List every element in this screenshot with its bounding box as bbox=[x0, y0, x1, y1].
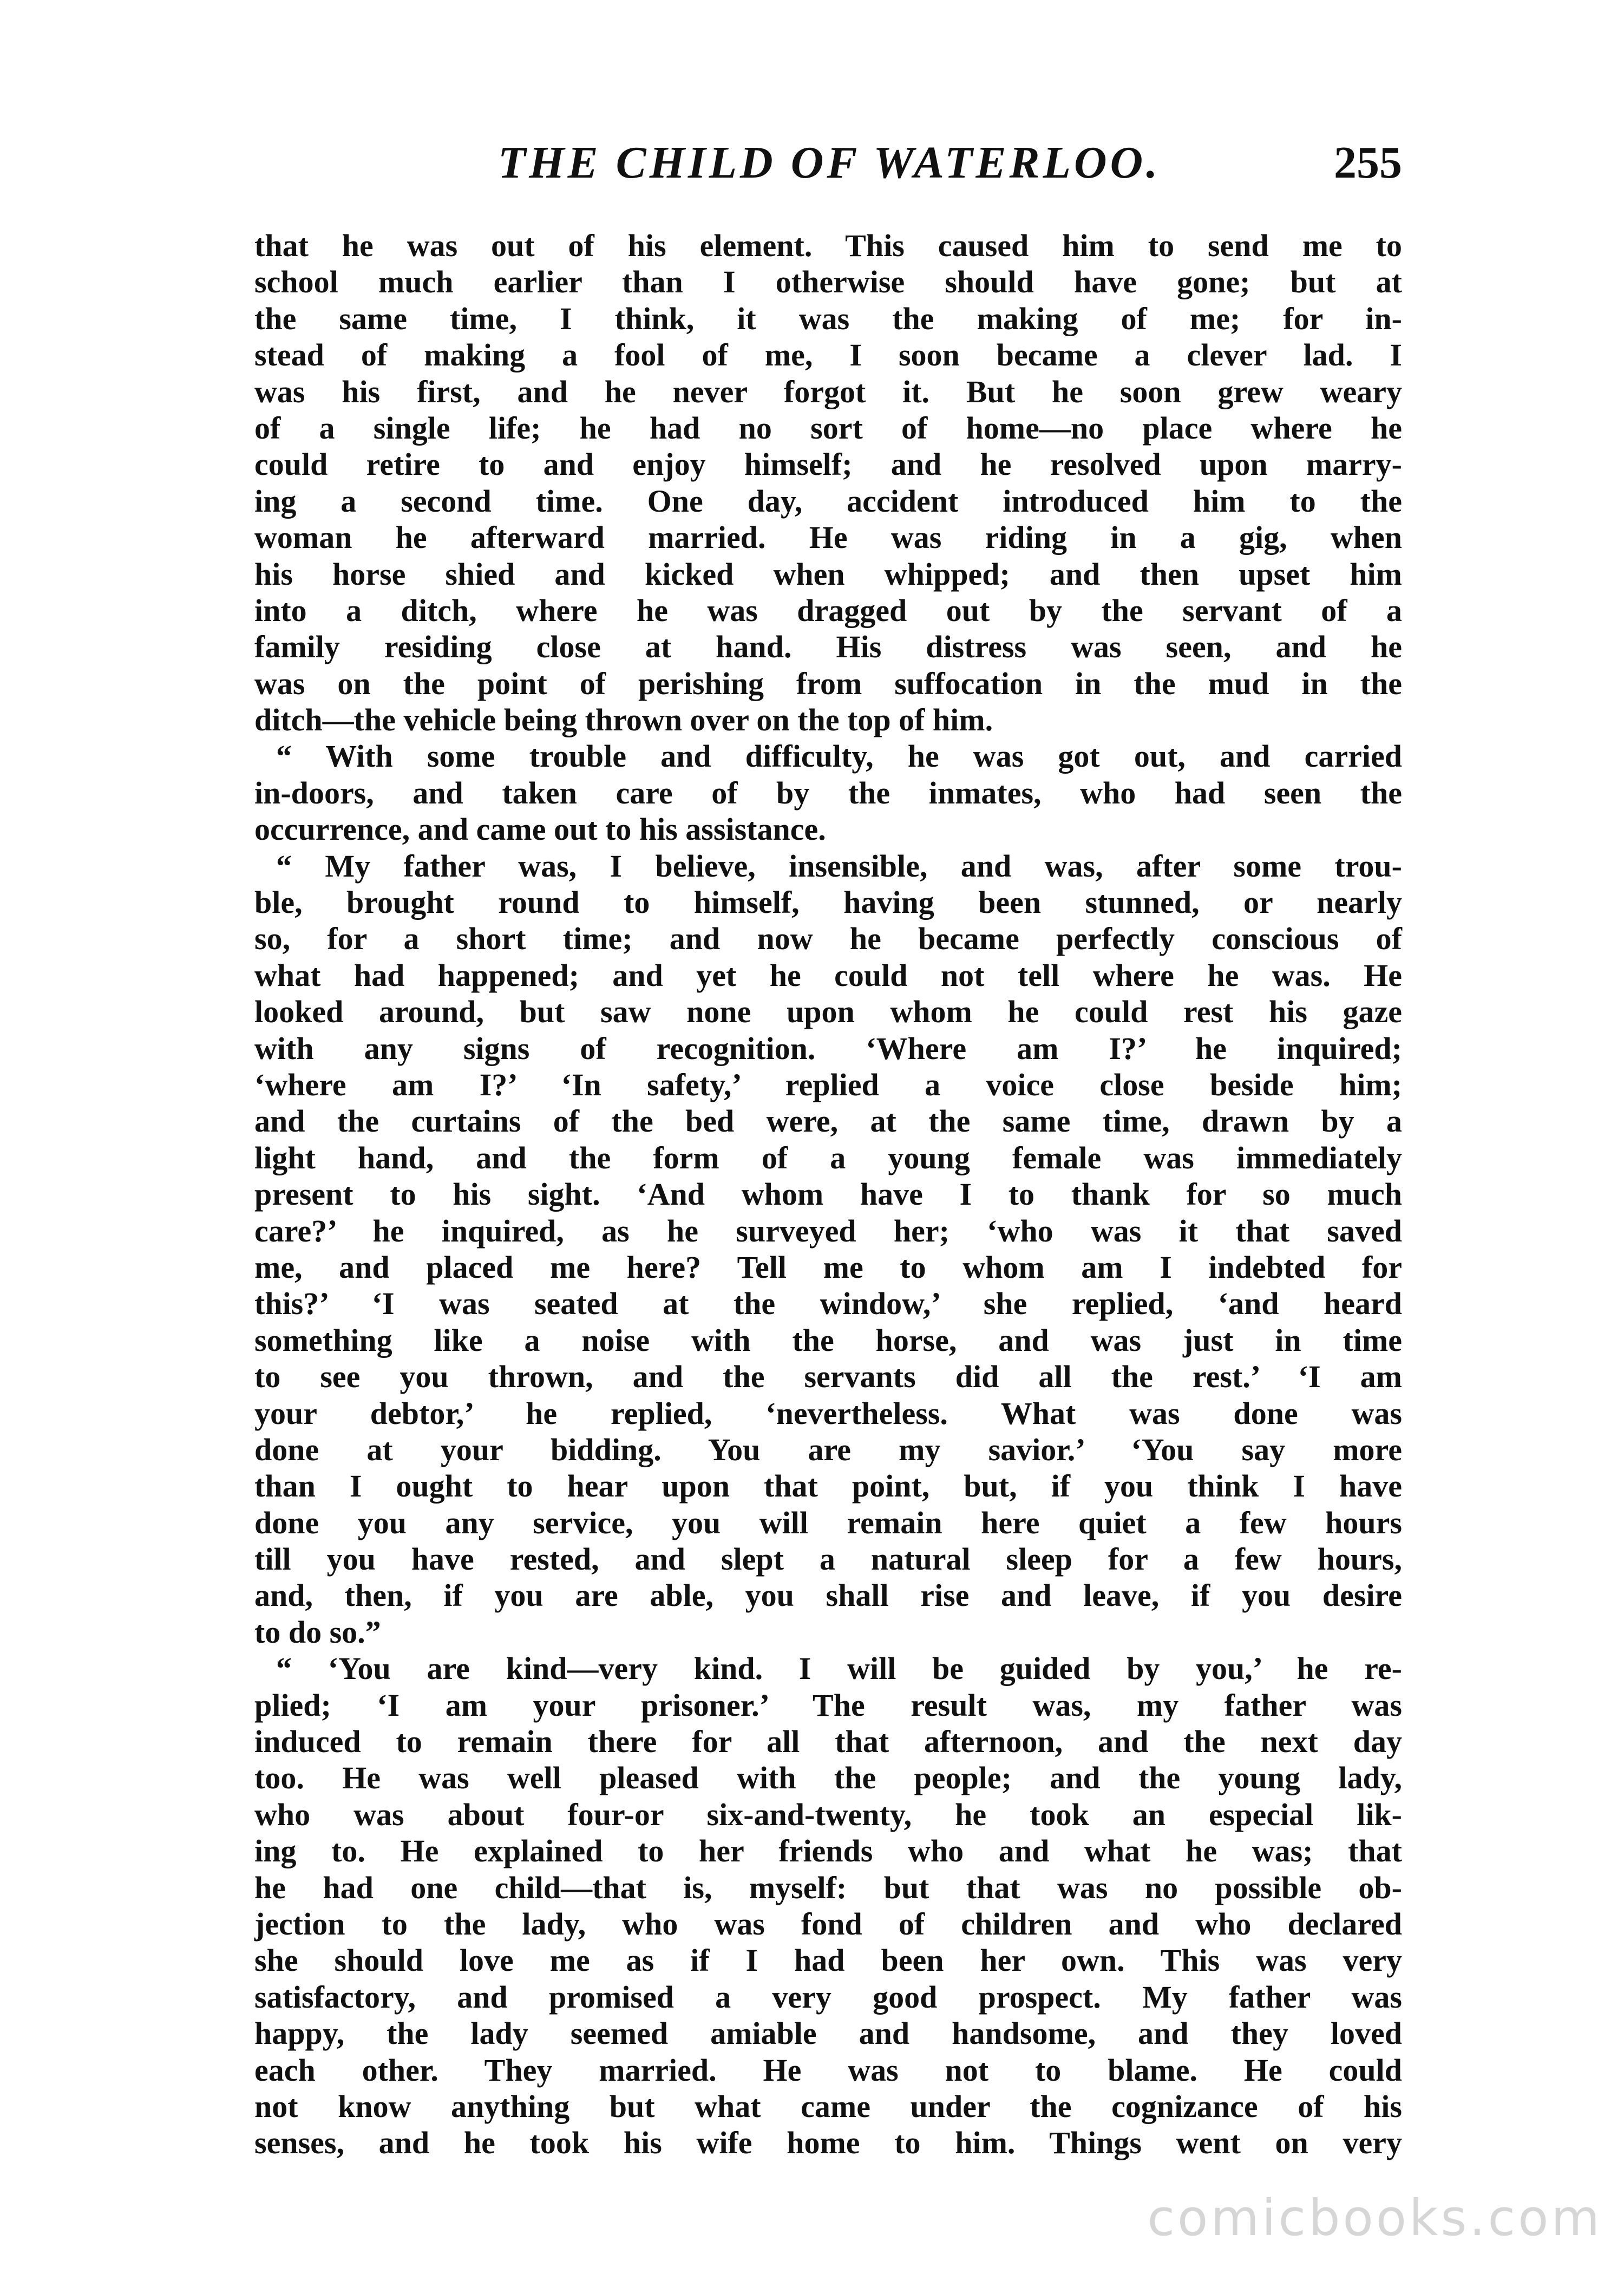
text-line: ditch—the vehicle being thrown over on the top of him. bbox=[254, 702, 993, 738]
text-line: this?’ ‘I was seated at the window,’ she replied, ‘and heard bbox=[254, 1286, 1402, 1322]
text-line: present to his sight. ‘And whom have I to thank for so much bbox=[254, 1177, 1402, 1212]
page-header bbox=[254, 126, 1402, 201]
text-line: she should love me as if I had been her own. This was very bbox=[254, 1943, 1402, 1978]
text-line: woman he afterward married. He was riding in a gig, when bbox=[254, 520, 1402, 556]
text-line: ing a second time. One day, accident introduced him to the bbox=[254, 483, 1402, 519]
running-head: THE CHILD OF WATERLOO. bbox=[498, 138, 1161, 188]
text-line: the same time, I think, it was the making of me; for in- bbox=[254, 300, 1402, 336]
text-line: that he was out of his element. This caused him to send me to bbox=[254, 228, 1402, 263]
text-line: his horse shied and kicked when whipped; and then upset him bbox=[254, 556, 1402, 592]
text-line: not know anything but what came under the cognizance of his bbox=[254, 2088, 1402, 2124]
text-line: care?’ he inquired, as he surveyed her; ‘who was it that saved bbox=[254, 1213, 1402, 1249]
text-line: so, for a short time; and now he became perfectly conscious of bbox=[254, 921, 1402, 957]
text-line: occurrence, and came out to his assistance. bbox=[254, 812, 826, 847]
text-line: light hand, and the form of a young female was immediately bbox=[254, 1140, 1402, 1175]
text-line: who was about four-or six-and-twenty, he took an especial lik- bbox=[254, 1796, 1402, 1832]
page-number: 255 bbox=[1334, 138, 1402, 188]
text-line: ing to. He explained to her friends who and what he was; that bbox=[254, 1833, 1402, 1869]
text-line: family residing close at hand. His distress was seen, and he bbox=[254, 629, 1402, 665]
text-line: ‘where am I?’ ‘In safety,’ replied a voice close beside him; bbox=[254, 1067, 1402, 1102]
text-line: with any signs of recognition. ‘Where am I?’ he inquired; bbox=[254, 1030, 1402, 1066]
body-text bbox=[254, 227, 1402, 2161]
text-line: “ With some trouble and difficulty, he was got out, and carried bbox=[276, 739, 1402, 774]
text-line: satisfactory, and promised a very good prospect. My father was bbox=[254, 1979, 1402, 2015]
text-line: to do so.” bbox=[254, 1614, 381, 1650]
text-line: looked around, but saw none upon whom he could rest his gaze bbox=[254, 994, 1402, 1030]
text-line: happy, the lady seemed amiable and handsome, and they loved bbox=[254, 2016, 1402, 2051]
text-line: ble, brought round to himself, having been stunned, or nearly bbox=[254, 885, 1402, 920]
text-line: till you have rested, and slept a natural sleep for a few hours, bbox=[254, 1541, 1402, 1577]
text-line: “ ‘You are kind—very kind. I will be guided by you,’ he re- bbox=[276, 1651, 1402, 1687]
text-line: me, and placed me here? Tell me to whom am I indebted for bbox=[254, 1249, 1402, 1285]
text-line: plied; ‘I am your prisoner.’ The result was, my father was bbox=[254, 1687, 1402, 1723]
text-line: done you any service, you will remain here quiet a few hours bbox=[254, 1505, 1402, 1540]
text-line: each other. They married. He was not to blame. He could bbox=[254, 2052, 1402, 2088]
text-line: stead of making a fool of me, I soon became a clever lad. I bbox=[254, 337, 1402, 373]
text-line: to see you thrown, and the servants did all the rest.’ ‘I am bbox=[254, 1359, 1402, 1395]
text-line: too. He was well pleased with the people; and the young lady, bbox=[254, 1760, 1402, 1796]
text-line: done at your bidding. You are my savior.’ ‘You say more bbox=[254, 1432, 1402, 1467]
text-line: and the curtains of the bed were, at the same time, drawn by a bbox=[254, 1103, 1402, 1139]
text-line: of a single life; he had no sort of home—no place where he bbox=[254, 410, 1402, 446]
text-line: could retire to and enjoy himself; and he resolved upon marry- bbox=[254, 447, 1402, 482]
text-line: than I ought to hear upon that point, but, if you think I have bbox=[254, 1468, 1402, 1504]
watermark: comicbooks.com bbox=[1147, 2189, 1602, 2247]
text-line: what had happened; and yet he could not tell where he was. He bbox=[254, 957, 1402, 993]
text-line: he had one child—that is, myself: but that was no possible ob- bbox=[254, 1870, 1402, 1905]
text-line: something like a noise with the horse, and was just in time bbox=[254, 1322, 1402, 1358]
text-line: induced to remain there for all that afternoon, and the next day bbox=[254, 1724, 1402, 1760]
text-line: was on the point of perishing from suffocation in the mud in the bbox=[254, 665, 1402, 701]
text-line: senses, and he took his wife home to him. Things went on very bbox=[254, 2125, 1402, 2161]
text-line: “ My father was, I believe, insensible, and was, after some trou- bbox=[276, 848, 1402, 884]
text-line: jection to the lady, who was fond of children and who declared bbox=[254, 1906, 1402, 1942]
text-line: and, then, if you are able, you shall rise and leave, if you desire bbox=[254, 1578, 1402, 1613]
text-line: was his first, and he never forgot it. But he soon grew weary bbox=[254, 374, 1402, 409]
text-line: your debtor,’ he replied, ‘nevertheless. What was done was bbox=[254, 1395, 1402, 1431]
text-line: into a ditch, where he was dragged out by the servant of a bbox=[254, 592, 1402, 628]
text-line: school much earlier than I otherwise should have gone; but at bbox=[254, 264, 1402, 300]
text-line: in-doors, and taken care of by the inmates, who had seen the bbox=[254, 775, 1402, 811]
